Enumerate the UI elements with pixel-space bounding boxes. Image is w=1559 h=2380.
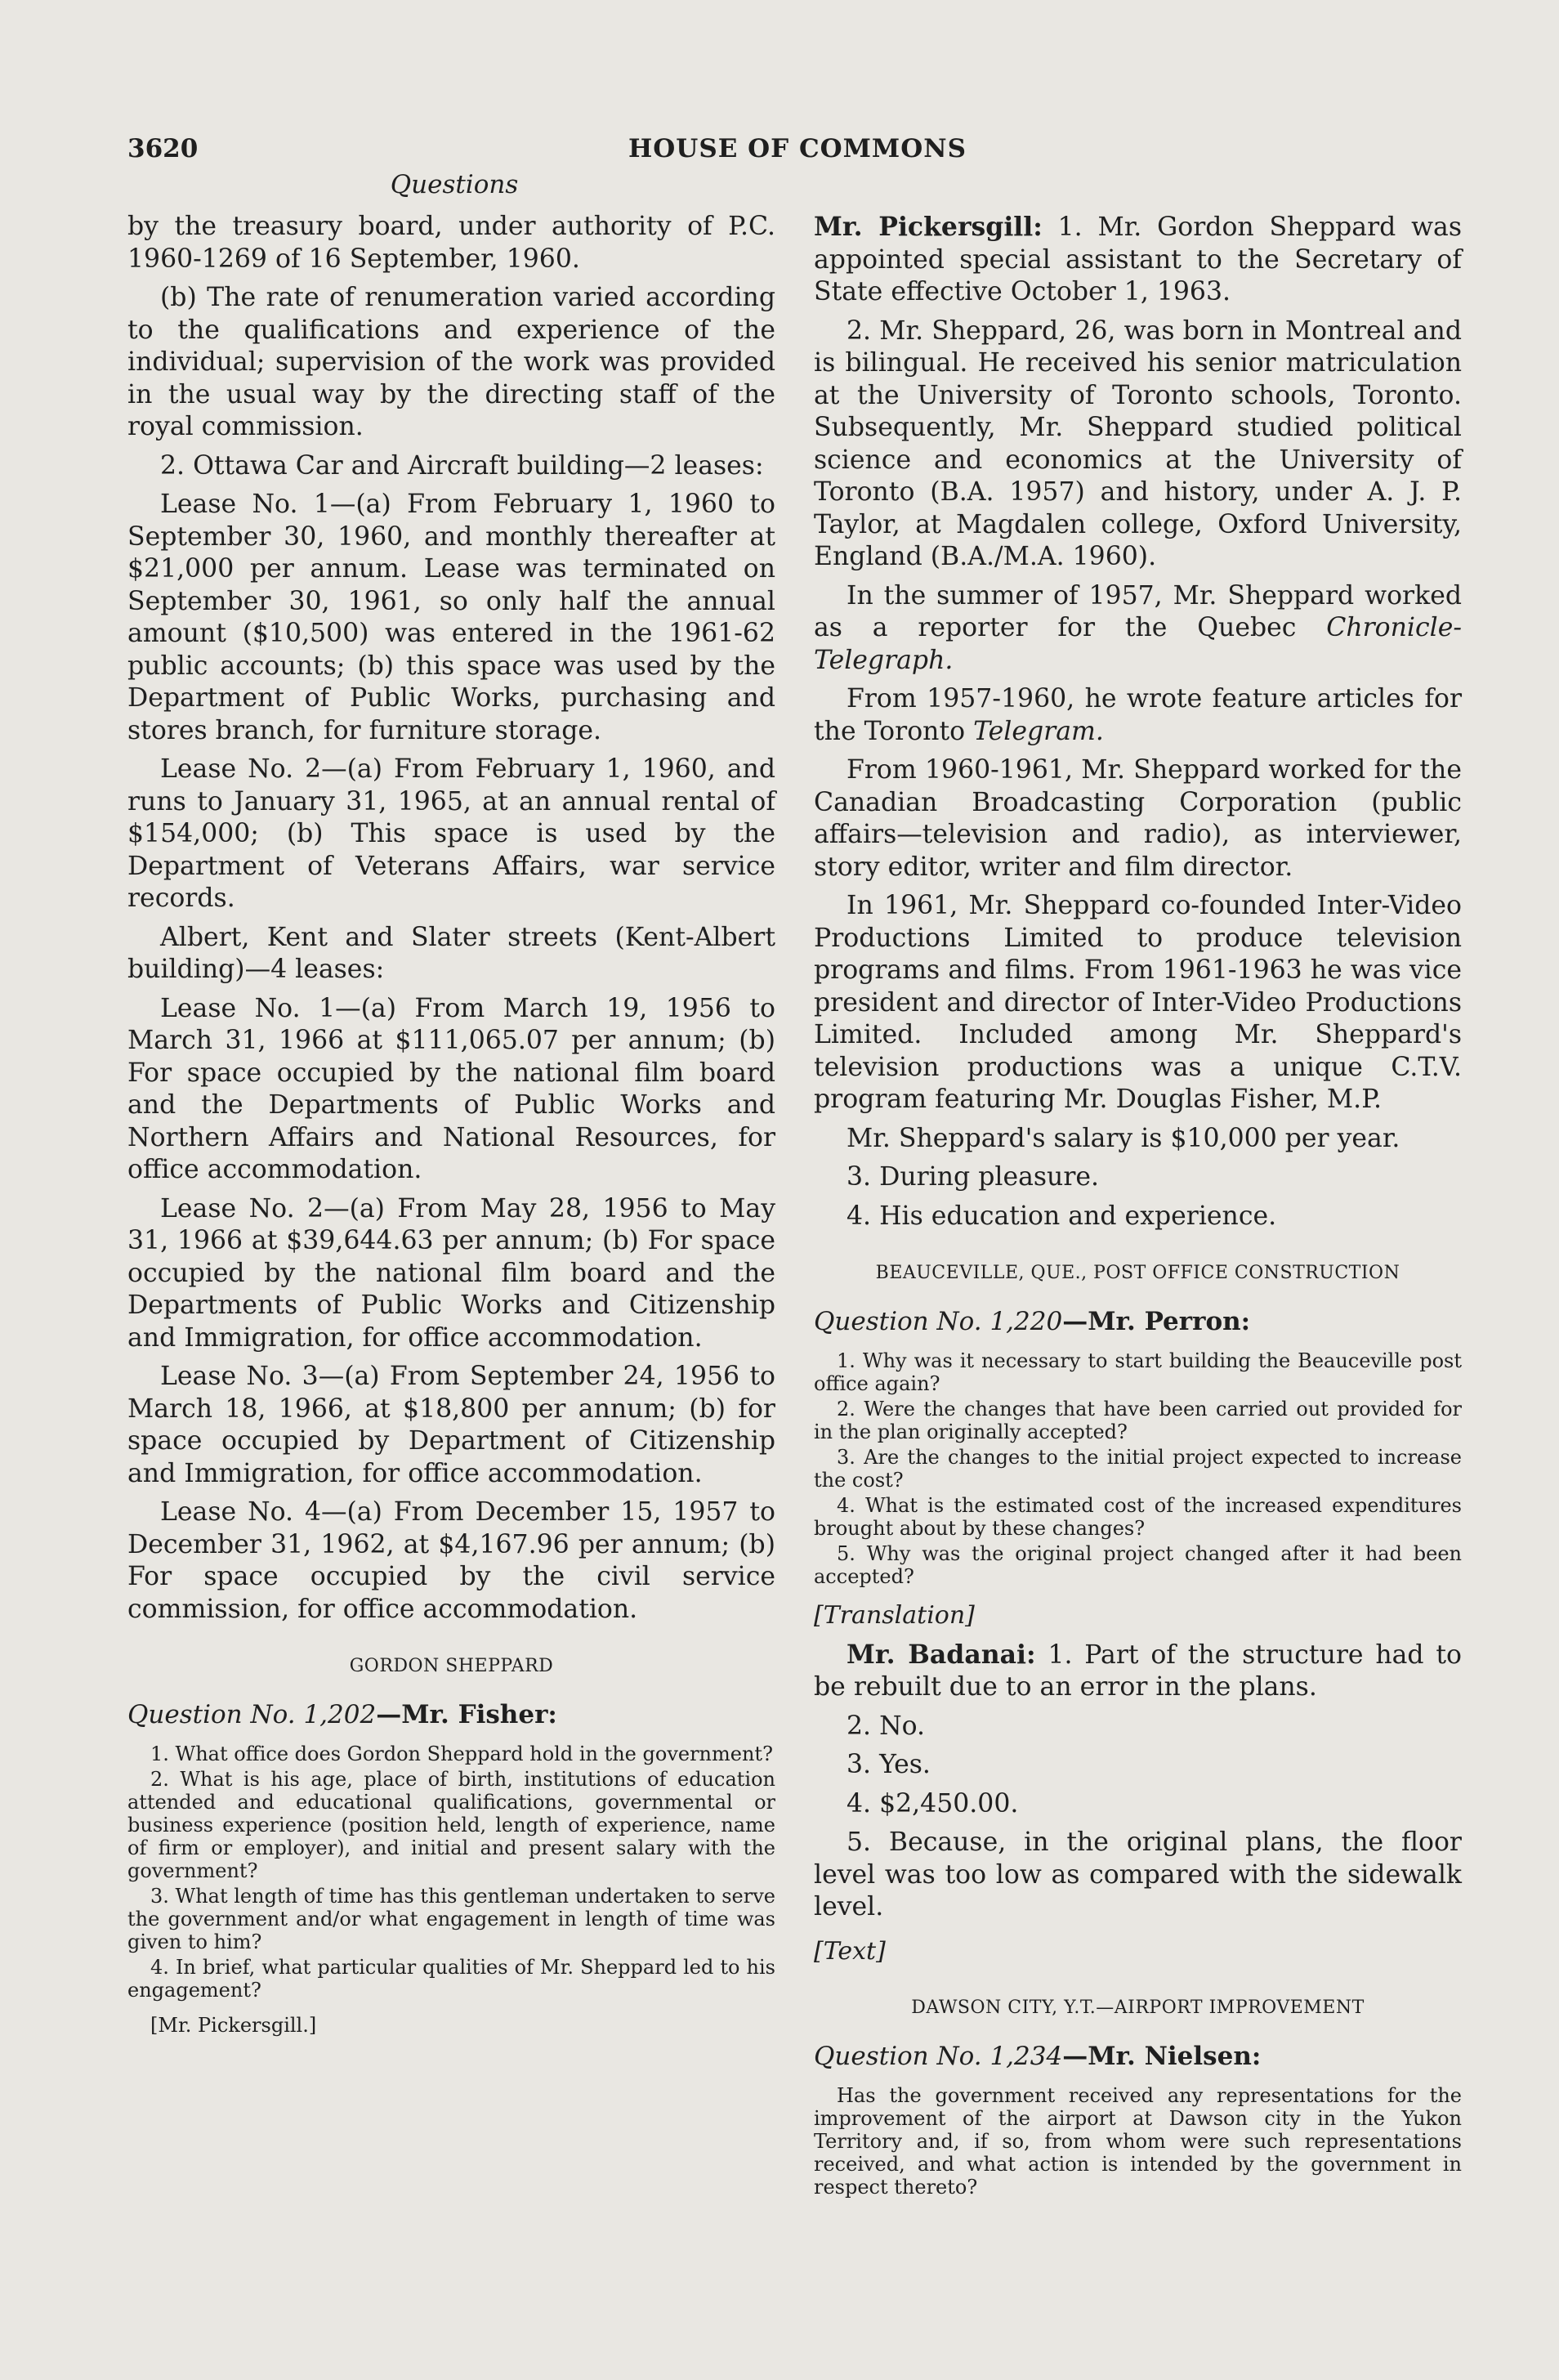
paragraph: 2. Mr. Sheppard, 26, was born in Montreal and is bilingual. He received his senior matriculation at the University of Toronto schools, Toronto. Subsequently, Mr. Sheppard studied political science and economics at the University of Toronto (B.A. 1957) and history, under A. J. P. Taylor, at Magdalen college, Oxford University, England (B.A./M.A. 1960). [814, 315, 1462, 571]
attribution: [Mr. Pickersgill.] [150, 2014, 317, 2037]
question-number: Question No. 1,234 [814, 2041, 1063, 2071]
paragraph: 5. Because, in the original plans, the floor level was too low as compared with the sidewalk level. [814, 1828, 1462, 1921]
translation-tag: [Translation] [814, 1601, 975, 1630]
paragraph: 4. $2,450.00. [847, 1788, 1019, 1819]
paragraph: 2. Ottawa Car and Aircraft building—2 leases: [160, 450, 764, 481]
left-column [127, 211, 775, 2049]
paragraph: 3. Yes. [847, 1750, 931, 1779]
paragraph: Lease No. 2—(a) From February 1, 1960, and runs to January 31, 1965, at an annual rental of $154,000; (b) This space is used by the Department of Veterans Affairs, war service records. [127, 754, 775, 913]
paragraph: From 1957-1960, he wrote feature articles for the Toronto Telegram. [814, 684, 1462, 746]
question-member: —Mr. Fisher: [376, 1699, 557, 1729]
question-member: —Mr. Perron: [1062, 1306, 1251, 1336]
paragraph: 3. During pleasure. [847, 1162, 1100, 1192]
section-heading: GORDON SHEPPARD [349, 1656, 554, 1676]
question-item: 5. Why was the original project changed after it had been accepted? [814, 1542, 1462, 1588]
question-item: 4. In brief, what particular qualities of Mr. Sheppard led to his engagement? [127, 1956, 775, 2002]
section-label: Questions [390, 170, 519, 199]
paragraph: Mr. Sheppard's salary is $10,000 per year. [847, 1123, 1400, 1153]
paragraph: Lease No. 4—(a) From December 15, 1957 to December 31, 1962, at $4,167.96 per annum; (b) For space occupied by the civil service commission, for office accommodation. [127, 1497, 775, 1624]
right-column [814, 211, 1462, 2201]
paragraph: Lease No. 2—(a) From May 28, 1956 to May 31, 1966 at $39,644.63 per annum; (b) For space occupied by the national film board and the Departments of Public Works and Citizenship and Immigration, for office accommodation. [127, 1193, 775, 1353]
answer-paragraph: Mr. Pickersgill: 1. Mr. Gordon Sheppard was appointed special assistant to the Secretary of State effective October 1, 1963. [814, 212, 1462, 306]
speaker: Mr. Pickersgill: [814, 212, 1043, 242]
speaker: Mr. Badanai: [847, 1639, 1036, 1670]
question-number: Question No. 1,202 [127, 1699, 377, 1729]
section-heading: BEAUCEVILLE, QUE., POST OFFICE CONSTRUCTION [875, 1263, 1400, 1283]
page-number: 3620 [127, 134, 199, 163]
question-item: 2. Were the changes that have been carried out provided for in the plan originally accepted? [814, 1398, 1462, 1443]
text-tag: [Text] [814, 1936, 886, 1966]
paragraph: Lease No. 1—(a) From February 1, 1960 to September 30, 1960, and monthly thereafter at $21,000 per annum. Lease was terminated on September 30, 1961, so only half the annual amount ($10,500) was entered in the 1961-62 public accounts; (b) this space was used by the Department of Public Works, purchasing and stores branch, for furniture storage. [127, 490, 775, 745]
section-heading: DAWSON CITY, Y.T.—AIRPORT IMPROVEMENT [911, 1998, 1365, 2018]
question-item: 3. What length of time has this gentleman undertaken to serve the government and/or what engagement in length of time was given to him? [127, 1885, 775, 1953]
paragraph: From 1960-1961, Mr. Sheppard worked for the Canadian Broadcasting Corporation (public affairs—television and radio), as interviewer, story editor, writer and film director. [814, 755, 1462, 882]
paragraph: by the treasury board, under authority of P.C. 1960-1269 of 16 September, 1960. [127, 212, 775, 274]
question-member: —Mr. Nielsen: [1062, 2041, 1262, 2071]
paragraph: 2. No. [847, 1711, 926, 1741]
question-item: 3. Are the changes to the initial project expected to increase the cost? [814, 1446, 1462, 1492]
question-number: Question No. 1,220 [814, 1306, 1063, 1336]
paragraph: (b) The rate of renumeration varied according to the qualifications and experience of the individual; supervision of the work was provided in the usual way by the directing staff of the royal commission. [127, 283, 775, 441]
running-title: HOUSE OF COMMONS [628, 134, 967, 163]
paragraph: 4. His education and experience. [847, 1201, 1277, 1231]
question-heading [814, 2041, 1462, 2074]
paragraph: Lease No. 1—(a) From March 19, 1956 to March 31, 1966 at $111,065.07 per annum; (b) For space occupied by the national film board and the Departments of Public Works and Northern Affairs and National Resources, for office accommodation. [127, 993, 775, 1184]
question-heading [814, 1306, 1462, 1339]
question-item: 1. What office does Gordon Sheppard hold in the government? [150, 1742, 773, 1765]
question-heading [127, 1699, 775, 1732]
question-item: 2. What is his age, place of birth, institutions of education attended and educational qualifications, governmental or business experience (position held, length of experience, name of firm or employer), and initial and present salary with the government? [127, 1768, 775, 1882]
question-item: 4. What is the estimated cost of the increased expenditures brought about by these changes? [814, 1494, 1462, 1540]
page-header [127, 134, 1467, 175]
paragraph: In 1961, Mr. Sheppard co-founded Inter-Video Productions Limited to produce television programs and films. From 1961-1963 he was vice president and director of Inter-Video Productions Limited. Included among Mr. Sheppard's television productions was a unique C.T.V. program featuring Mr. Douglas Fisher, M.P. [814, 891, 1462, 1114]
paragraph: In the summer of 1957, Mr. Sheppard worked as a reporter for the Quebec Chronicle-Telegraph. [814, 580, 1462, 675]
question-text: Has the government received any representations for the improvement of the airport at Dawson city in the Yukon Territory and, if so, from whom were such representations received, and what action is intended by the government in respect thereto? [814, 2084, 1462, 2199]
paragraph: Lease No. 3—(a) From September 24, 1956 to March 18, 1966, at $18,800 per annum; (b) for space occupied by Department of Citizenship and Immigration, for office accommodation. [127, 1362, 775, 1488]
question-item: 1. Why was it necessary to start building the Beauceville post office again? [814, 1349, 1462, 1395]
answer-paragraph: Mr. Badanai: 1. Part of the structure had to be rebuilt due to an error in the plans. [814, 1639, 1462, 1702]
paragraph: Albert, Kent and Slater streets (Kent-Albert building)—4 leases: [127, 922, 775, 984]
